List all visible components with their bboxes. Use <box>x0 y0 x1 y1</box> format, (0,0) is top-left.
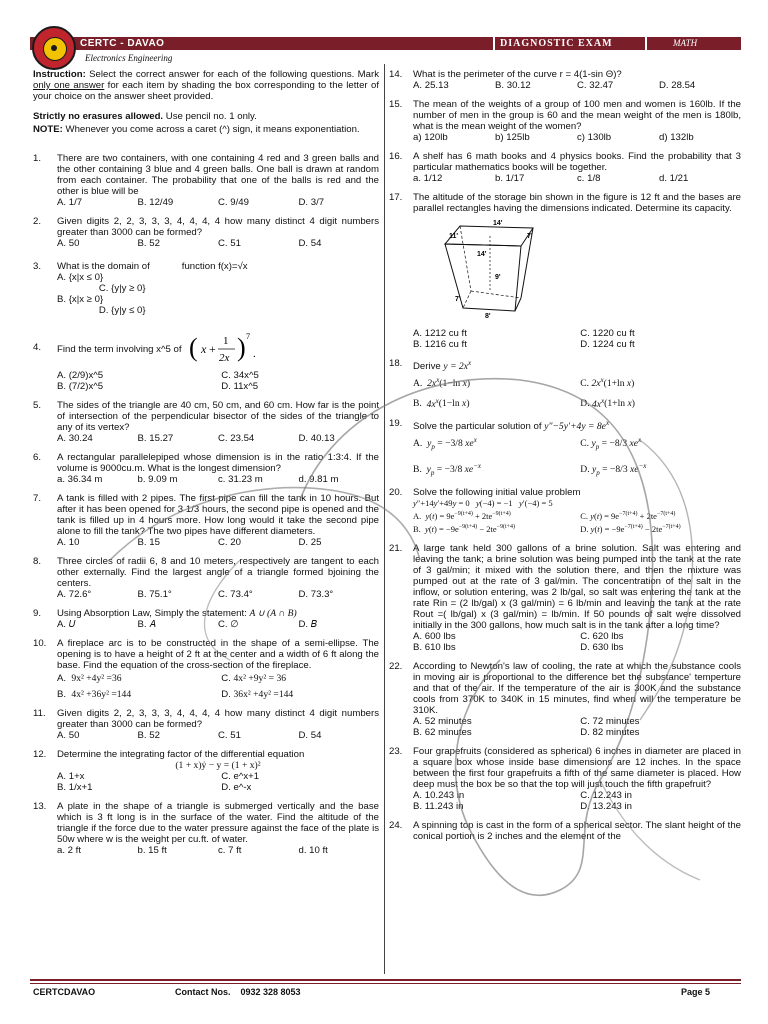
question-14 <box>389 69 741 91</box>
question-11 <box>33 708 379 741</box>
instruction-text-a: Select the correct answer for each of the following questions. Mark <box>85 69 379 80</box>
option-c: C. 4x² +9y² = 36 <box>221 673 287 684</box>
function-expression: $y = 2x^x$ <box>443 359 472 373</box>
option-d: D. {y|y ≤ 0} <box>98 305 146 316</box>
question-number: 4. <box>33 342 42 353</box>
question-text: Solve the following initial value problem <box>413 486 581 498</box>
right-column <box>389 69 741 850</box>
header-separator <box>645 37 647 50</box>
option-b: B. 52 <box>137 730 160 741</box>
question-number: 17. <box>389 192 403 203</box>
option-d: d. 9.81 m <box>298 474 339 485</box>
question-text: Find the term involving x^5 of <box>57 343 182 355</box>
question-text: Given digits 2, 2, 3, 3, 3, 4, 4, 4, 4 how many distinct 4 digit numbers greater than 3000 can be formed? <box>57 216 379 238</box>
question-text: What is the perimeter of the curve r = 4(1-sin Θ)? <box>413 69 622 80</box>
option-b: B. 52 <box>137 238 160 249</box>
option-d: D. 36x² +4y² =144 <box>221 689 294 700</box>
option-d: d) 132lb <box>659 132 694 143</box>
option-b: b. 15 ft <box>137 845 167 856</box>
question-9 <box>33 608 379 630</box>
option-d: D. $4x^x(1+\ln$ x) <box>580 396 635 410</box>
option-a: A. 52 minutes <box>413 715 472 727</box>
option-a: A. (2/9)x^5 <box>57 370 104 381</box>
storage-bin-figure <box>415 216 545 326</box>
question-number: 23. <box>389 745 403 757</box>
question-text: There are two containers, with one containing 4 red and 3 green balls and the other containing 3 blue and 4 green balls. One ball is drawn at random from each container. The probability that one of the balls is red and the other is blue will be <box>57 153 379 197</box>
option-a: A. 9x² +4y² =36 <box>57 673 122 684</box>
svg-text:): ) <box>237 333 247 362</box>
ode-expression: $y''-5y'+4y = 8e^x$ <box>544 418 610 432</box>
option-a: A. 25.13 <box>413 80 449 91</box>
option-c: C. 51 <box>218 730 241 741</box>
option-c: C. 20 <box>218 537 241 548</box>
subject-label: MATH <box>673 38 698 48</box>
question-number: 1. <box>33 153 42 164</box>
option-a: A. {x|x ≤ 0} <box>57 272 104 283</box>
option-c: C. $2x^x(1+\ln$ x) <box>580 376 635 390</box>
option-c: C. 1220 cu ft <box>580 328 635 339</box>
option-b: B. (7/2)x^5 <box>57 381 104 392</box>
question-number: 14. <box>389 69 403 80</box>
option-b: B. 11.243 in <box>413 800 464 812</box>
set-expression: A ∪ (A ∩ B) <box>249 608 297 619</box>
question-text: The mean of the weights of a group of 100 men and women is 160lb. If the number of men in the group is 60 and the mean weight of the men is 180lb, what is the mean weight of the women? <box>413 99 741 132</box>
erasure-label: Strictly no erasures allowed. <box>33 111 164 122</box>
question-22 <box>389 661 741 738</box>
option-d: D. 3/7 <box>298 197 325 208</box>
option-c: C. {y|y ≥ 0} <box>98 283 146 294</box>
option-d: D. e^-x <box>221 782 252 793</box>
question-text: Solve the particular solution of <box>413 420 542 432</box>
option-a: A. 1212 cu ft <box>413 328 467 339</box>
question-text: A spinning top is cast in the form of a spherical sector. The slant height of the conical portion is 2 inches and the element of the <box>413 819 741 842</box>
differential-equation: (1 + x)ẏ − y = (1 + x)² <box>175 760 261 771</box>
column-divider <box>384 64 385 974</box>
question-number: 3. <box>33 261 42 272</box>
option-b: B. $y_p = -3/8$ $xe^{-x}$ <box>413 461 482 477</box>
dim-label: 14' <box>477 251 487 258</box>
question-text: A shelf has 6 math books and 4 physics books. Find the probability that 3 particular mathematics books will be together. <box>413 151 741 173</box>
option-c: c. 7 ft <box>218 845 242 856</box>
option-c: C. e^x+1 <box>221 771 260 782</box>
question-2 <box>33 216 379 249</box>
question-number: 13. <box>33 801 47 812</box>
option-c: c) 130lb <box>577 132 612 143</box>
question-number: 18. <box>389 358 403 369</box>
option-d: D. 40.13 <box>298 433 335 444</box>
svg-text:.: . <box>253 348 257 360</box>
question-text: A plate in the shape of a triangle is submerged vertically and the base which is 3 ft long is in the surface of the water. Find the altitude of the triangle if the force due to the water pressure against the face of the plate is 50w where w is the weight per cu.ft. of water. <box>57 801 379 845</box>
svg-text:+: + <box>209 342 217 356</box>
instructions <box>33 69 379 135</box>
page-header <box>30 31 741 63</box>
option-a: A. $2x^x(1-\ln$ x) <box>413 376 471 390</box>
option-d: D. 54 <box>298 238 322 249</box>
question-number: 20. <box>389 486 403 498</box>
option-d: D. 73.3° <box>298 589 334 600</box>
option-d: d. 10 ft <box>298 845 328 856</box>
option-b: B. 610 lbs <box>413 641 456 653</box>
question-21 <box>389 543 741 653</box>
option-a: A. 10.243 in <box>413 789 465 801</box>
question-number: 19. <box>389 417 403 429</box>
left-column <box>33 69 379 864</box>
question-6 <box>33 452 379 485</box>
option-c: C. 620 lbs <box>580 630 624 642</box>
instruction-label: Instruction: <box>33 69 86 80</box>
option-c: C. 9/49 <box>218 197 249 208</box>
option-b: B. 4x² +36y² =144 <box>57 689 132 700</box>
question-number: 22. <box>389 660 403 672</box>
question-number: 6. <box>33 452 42 463</box>
question-text: A fireplace arc is to be constructed in the shape of a semi-ellipse. The opening is to have a height of 2 ft at the center and a width of 6 ft along the base. Find the equation of the cross-section of the fireplace. <box>57 638 379 671</box>
question-number: 24. <box>389 819 403 831</box>
note-label: NOTE: <box>33 124 63 135</box>
header-separator <box>493 37 495 50</box>
option-d: D. 13.243 in <box>580 800 633 812</box>
option-b: b. 1/17 <box>495 173 525 184</box>
question-text: Using Absorption Law, Simply the statement: <box>57 608 247 619</box>
option-c: c. 31.23 m <box>218 474 263 485</box>
question-text-function: function f(x)=√x <box>181 261 248 272</box>
question-number: 16. <box>389 151 403 162</box>
question-text: A rectangular parallelepiped whose dimension is in the ratio 1:3:4. If the volume is 9000cu.m. What is the longest dimension? <box>57 452 379 474</box>
option-b: B. $y(t) = -9e^{-9(t+4)} - 2te^{-9(t+4)}$ <box>413 523 516 534</box>
page-number: Page 5 <box>681 987 711 997</box>
question-8 <box>33 556 379 600</box>
option-b: B. 15 <box>137 537 160 548</box>
option-d: D. 630 lbs <box>580 641 624 653</box>
question-19 <box>389 418 741 479</box>
question-13 <box>33 801 379 856</box>
option-a: a. 36.34 m <box>57 474 103 485</box>
question-text: Given digits 2, 2, 3, 3, 3, 4, 4, 4, 4 how many distinct 4 digit numbers greater than 3000 can be formed? <box>57 708 379 730</box>
dim-label: 9' <box>495 274 501 281</box>
svg-text:(: ( <box>189 333 199 362</box>
option-d: D. 82 minutes <box>580 726 640 738</box>
question-number: 15. <box>389 99 403 110</box>
option-b: B. 15.27 <box>137 433 174 444</box>
question-text: Three circles of radii 6, 8 and 10 meters, respectively are tangent to each other externally. Find the largest angle of a triangle formed bjoining the centers. <box>57 556 379 589</box>
option-c: C. 73.4° <box>218 589 253 600</box>
option-b: B. 12/49 <box>137 197 174 208</box>
option-a: A. 1/7 <box>57 197 83 208</box>
dim-label: 7' <box>527 233 533 240</box>
question-text: According to Newton's law of cooling, the rate at which the substance cools in moving air is proportional to the difference bet the substance' temperture and that of the air. If the temperature of the air is 300K and the substance cools from 370K to 340K in 15 minutes, find when will the temperature be 310K. <box>413 660 741 716</box>
option-a: A. $y_p = -3/8$ $xe^x$ <box>413 435 477 451</box>
option-a: A. 50 <box>57 238 80 249</box>
footer-org: CERTCDAVAO <box>33 987 96 997</box>
option-c: C. 32.47 <box>577 80 614 91</box>
note-text: Whenever you come across a caret (^) sign, it means exponentiation. <box>62 124 360 135</box>
org-name: CERTC - DAVAO <box>80 38 165 49</box>
question-text: The altitude of the storage bin shown in the figure is 12 ft and the bases are parallel rectangles having the dimensions indicated. Determine its capacity. <box>413 192 741 214</box>
option-c: C. $y(t) = 9e^{-7(t+4)} + 2te^{-7(t+4)}$ <box>580 510 676 521</box>
svg-text:x: x <box>201 342 207 356</box>
erasure-text: Use pencil no. 1 only. <box>163 111 257 122</box>
option-a: a) 120lb <box>413 132 448 143</box>
option-b: b) 125lb <box>495 132 530 143</box>
instruction-text-b: for each item by shading the box corresponding to the letter of your choice on the answer sheet provided. <box>33 80 379 102</box>
question-number: 12. <box>33 749 47 760</box>
question-4 <box>33 330 379 392</box>
question-number: 11. <box>33 708 46 719</box>
option-b: B. 𝐴 <box>137 619 156 630</box>
question-text: Four grapefruits (considered as spherical) 6 inches in diameter are placed in a square box whose inside base dimensions are 12 inches. In the space between the first four grapefruits a fifth of the same diameter is placed. How deep must the box be so that the top will just touch the fifth grapefruit? <box>413 745 741 790</box>
option-d: D. 54 <box>298 730 322 741</box>
question-24 <box>389 820 741 842</box>
dim-label: 7' <box>455 296 461 303</box>
logo-center <box>51 45 57 51</box>
option-a: a. 1/12 <box>413 173 443 184</box>
option-b: B. 1/x+1 <box>57 782 93 793</box>
option-c: c. 1/8 <box>577 173 601 184</box>
option-b: B. 1216 cu ft <box>413 339 467 350</box>
option-b: b. 9.09 m <box>137 474 178 485</box>
certc-logo <box>32 26 76 70</box>
question-17 <box>389 192 741 350</box>
option-c: C. 72 minutes <box>580 715 640 727</box>
footer-contact: Contact Nos. 0932 328 8053 <box>175 987 301 997</box>
option-a: A. 1+x <box>57 771 85 782</box>
option-c: C. 12.243 in <box>580 789 633 801</box>
option-a: A. 30.24 <box>57 433 93 444</box>
question-text: Determine the integrating factor of the differential equation <box>57 749 305 760</box>
svg-text:2x: 2x <box>219 352 230 364</box>
department-label: Electronics Engineering <box>85 53 173 63</box>
dim-label: 8' <box>485 313 491 320</box>
option-d: D. $y_p = -8/3$ $xe^{-x}$ <box>580 461 647 477</box>
question-18 <box>389 358 741 410</box>
option-a: A. $y(t) = 9e^{-9(t+4)} + 2te^{-9(t+4)}$ <box>413 510 511 521</box>
footer-rule <box>30 983 741 984</box>
ivp-expression: y″+14y′+49y = 0 y(−4) = −1 y′(−4) = 5 <box>413 497 553 508</box>
binomial-expression <box>189 330 269 368</box>
option-c: C. 51 <box>218 238 241 249</box>
option-d: D. $y(t) = -9e^{-7(t+4)} - 2te^{-7(t+4)}$ <box>580 523 681 534</box>
option-b: B. {x|x ≥ 0} <box>57 294 104 305</box>
option-d: D. 28.54 <box>659 80 696 91</box>
option-c: C. 23.54 <box>218 433 255 444</box>
question-number: 8. <box>33 556 42 567</box>
question-number: 7. <box>33 493 42 504</box>
footer-rule <box>30 979 741 981</box>
option-d: D. 1224 cu ft <box>580 339 635 350</box>
question-15 <box>389 99 741 143</box>
dim-label: 14' <box>493 220 503 227</box>
question-number: 9. <box>33 608 42 619</box>
option-a: A. 50 <box>57 730 80 741</box>
question-text: A large tank held 300 gallons of a brine solution. Salt was entering and leaving the tank; a brine solution was being pumped into the tank at the rate of 3 gal/min; it mixed with the solution there, and then the mixture was pumped out at the rate of 3 gal/min. The concentration of the salt in the inflow, or solution entering, was 2 lb/gal, so salt was entering the tank at the rate Rin = (2 lb/gal) x (3 gal/min) = 6 lb/min and leaving the tank at the rate Rout =( lb/gal) x (3 gal/min) = lb/min. If 50 pounds of salt were dissolved initially in the 300 gallons, how much salt is in the tank after a long time? <box>413 542 741 631</box>
option-a: A. 72.6° <box>57 589 92 600</box>
question-text: Derive <box>413 361 441 373</box>
question-7 <box>33 493 379 548</box>
exam-title: DIAGNOSTIC EXAM <box>500 38 613 49</box>
question-5 <box>33 400 379 444</box>
dim-label: 11' <box>449 233 459 240</box>
option-a: A. 600 lbs <box>413 630 456 642</box>
option-c: C. ∅ <box>218 619 239 630</box>
svg-text:7: 7 <box>246 332 251 341</box>
option-b: B. 30.12 <box>495 80 531 91</box>
question-number: 10. <box>33 638 47 649</box>
option-a: A. 10 <box>57 537 80 548</box>
option-a: a. 2 ft <box>57 845 81 856</box>
question-text: A tank is filled with 2 pipes. The first pipe can fill the tank in 10 hours. But after it has been opened for 3 1/3 hours, the second pipe is opened and the tank is filled up in 4 hours more. How long would it take the second pipe alone to fill the tank? The two pipes have different diameters. <box>57 493 379 537</box>
question-number: 2. <box>33 216 42 227</box>
question-16 <box>389 151 741 184</box>
question-text: The sides of the triangle are 40 cm, 50 cm, and 60 cm. How far is the point of intersection of the perpendicular bisector of the sides of the triangle to any of its vertex? <box>57 400 379 433</box>
option-d: D. 25 <box>298 537 322 548</box>
question-10 <box>33 638 379 700</box>
option-b: B. $4x^x(1-\ln$ x) <box>413 396 470 410</box>
svg-text:1: 1 <box>223 335 229 347</box>
option-b: B. 62 minutes <box>413 726 472 738</box>
option-c: C. $y_p = -8/3$ $xe^x$ <box>580 435 642 451</box>
question-text: What is the domain of <box>57 261 150 272</box>
question-number: 21. <box>389 542 403 554</box>
option-c: C. 34x^5 <box>221 370 259 381</box>
option-b: B. 75.1° <box>137 589 172 600</box>
question-23 <box>389 746 741 812</box>
option-d: d. 1/21 <box>659 173 689 184</box>
question-12 <box>33 749 379 793</box>
option-a: A. 𝑈 <box>57 619 76 630</box>
question-1 <box>33 153 379 208</box>
option-d: D. 11x^5 <box>221 381 259 392</box>
question-20 <box>389 487 741 535</box>
question-number: 5. <box>33 400 42 411</box>
question-3 <box>33 261 379 316</box>
instruction-underline: only one answer <box>33 80 105 91</box>
option-d: D. 𝐵 <box>298 619 318 630</box>
